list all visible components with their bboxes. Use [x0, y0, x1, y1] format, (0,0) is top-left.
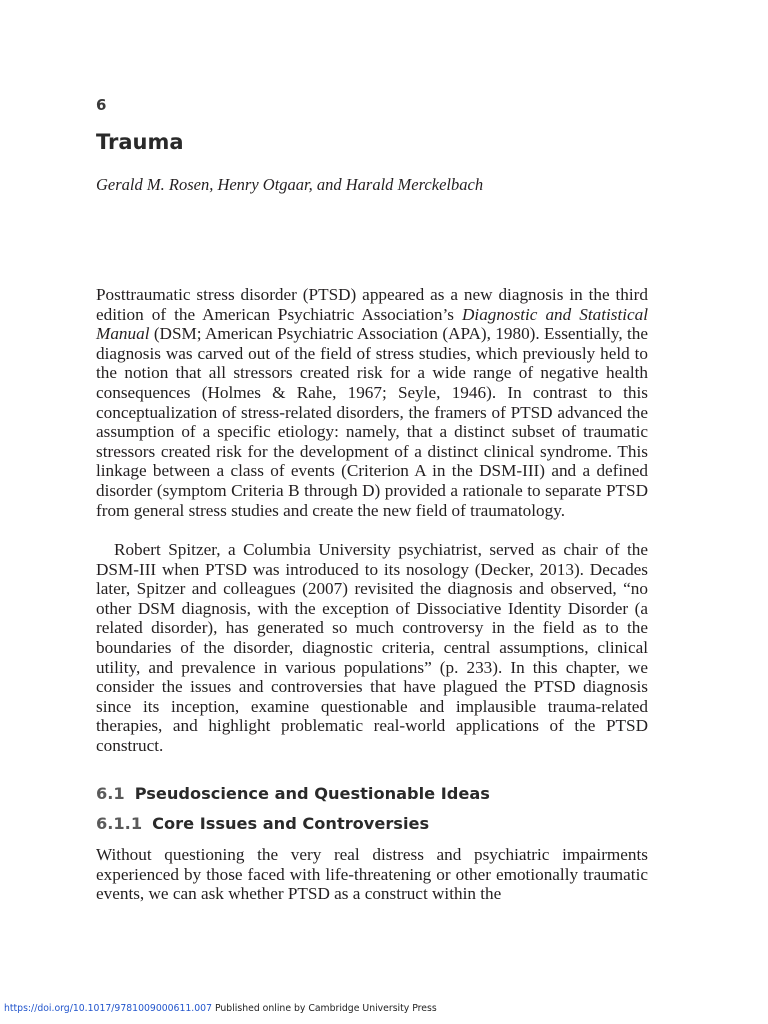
publisher-note: Published online by Cambridge University Press: [212, 1003, 437, 1014]
section-number-6-1: 6.1: [96, 784, 125, 803]
chapter-title: Trauma: [96, 130, 184, 154]
intro-paragraph-1-text-b: (DSM; American Psychiatric Association (APA), 1980). Essentially, the diagnosis was carved out of the field of stress studies, which previously held to the notion that all stressors created risk for a wide range of negative health consequences (Holmes & Rahe, 1967; Seyle, 1946). In contrast to this conceptualization of stress-related disorders, the framers of PTSD advanced the assumption of a specific etiology: namely, that a distinct subset of traumatic stressors created risk for the development of a distinct clinical syndrome. This linkage between a class of events (Criterion A in the DSM-III) and a defined disorder (symptom Criteria B through D) provided a rationale to separate PTSD from general stress studies and create the new field of traumatology.: [96, 324, 648, 520]
section-6-1-1-paragraph-1: Without questioning the very real distress and psychiatric impairments experienced by those faced with life-threatening or other emotionally traumatic events, we can ask whether PTSD as a construct within the: [96, 845, 648, 904]
section-heading-6-1-1: [96, 814, 429, 833]
section-title-6-1-1: Core Issues and Controversies: [152, 814, 430, 833]
intro-paragraph-1: [96, 285, 648, 520]
intro-paragraph-1-text-a: Posttraumatic stress disorder (PTSD) appeared as a new diagnosis in the third edition of the American Psychiatric Association’s: [96, 285, 648, 324]
chapter-number: 6: [96, 96, 107, 114]
chapter-authors: Gerald M. Rosen, Henry Otgaar, and Harald Merckelbach: [96, 175, 484, 194]
intro-paragraph-2: Robert Spitzer, a Columbia University psychiatrist, served as chair of the DSM-III when PTSD was introduced to its nosology (Decker, 2013). Decades later, Spitzer and colleagues (2007) revisited the diagnosis and observed, “no other DSM diagnosis, with the exception of Dissociative Identity Disorder (a related disorder), has generated so much controversy in the field as to the boundaries of the disorder, diagnostic criteria, central assumptions, clinical utility, and prevalence in various populations” (p. 233). In this chapter, we consider the issues and controversies that have plagued the PTSD diagnosis since its inception, examine questionable and implausible trauma-related therapies, and highlight problematic real-world applications of the PTSD construct.: [96, 540, 648, 755]
section-heading-6-1: [96, 784, 490, 803]
page-footer: [4, 1003, 437, 1014]
section-title-6-1: Pseudoscience and Questionable Ideas: [134, 784, 490, 803]
section-number-6-1-1: 6.1.1: [96, 814, 143, 833]
dsm-title-italic: Diagnostic and Statistical Manual: [96, 304, 648, 344]
doi-link[interactable]: https://doi.org/10.1017/9781009000611.007: [4, 1003, 213, 1014]
